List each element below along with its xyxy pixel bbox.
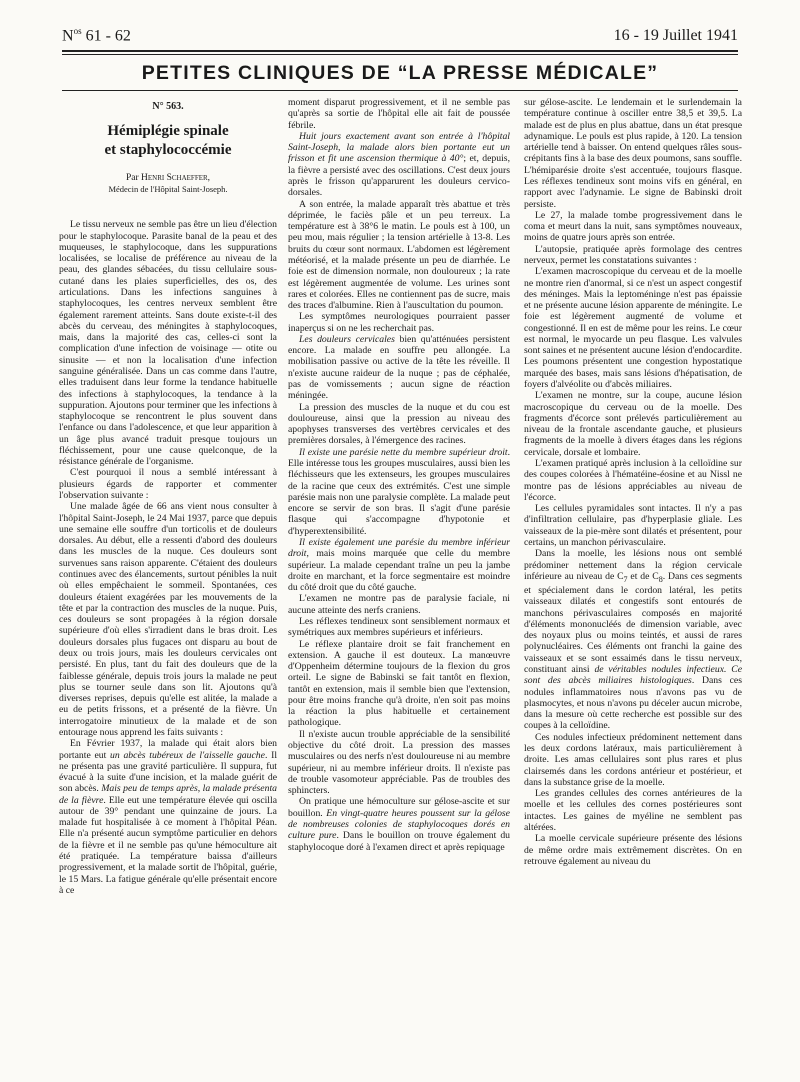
header-rule-thin: [62, 54, 738, 55]
text-run: . Dans le bouillon on trouve également du staphylocoque doré à l'examen direct et après repiquage: [288, 830, 511, 853]
header-rule-thick: [62, 50, 738, 52]
paragraph: Les cellules pyramidales sont intactes. Il n'y a pas d'infiltration cellulaire, pas d'hyperplasie gliale. Les vaisseaux de la pie-mère sont dilatés et présentent, pour certains, un manchon périvasculaire.: [524, 503, 742, 548]
paragraph: Ces nodules infectieux prédominent nettement dans les deux cordons latéraux, mais particulièrement à droite. Les amas cellulaires sont plus rares et plus clairsemés dans les cordons antérieur et postérieur, et dans la substance grise de la moelle.: [524, 731, 742, 788]
paragraph: [288, 334, 510, 402]
paragraph: [288, 447, 510, 537]
text-run: . Elle intéresse tous les groupes musculaires, aussi bien les fléchisseurs que les extenseurs, les groupes musculaires de la racine que ceux des extrémités. C'est une simple parésie mais non une paralysie complète. La malade peut encore se servir de son bras. Il s'agit d'une parésie flasque qui s'accompagne d'hypotonie et d'hyperextensibilité.: [288, 446, 510, 537]
subscript: 7: [623, 574, 628, 584]
text-run: On pratique une hémoculture sur gélose-ascite et sur bouillon.: [288, 796, 510, 819]
column-1: [59, 97, 277, 896]
paragraph: L'examen pratiqué après inclusion à la celloïdine sur des coupes colorées à l'hématéine-éosine et au Nissl ne montre pas de lésions appréciables au niveau de l'écorce.: [524, 458, 742, 503]
masthead-rule: [62, 90, 738, 91]
text-run: bien qu'atténuées persistent encore. La malade en souffre peu allongée. La mobilisation passive ou active de la tête les réveille. Il n'existe aucune raideur de la nuque ; pas de céphalée, pas de vomissements ; aucun signe de réaction méningée.: [288, 333, 511, 402]
author-name: Henri Schaeffer,: [141, 173, 211, 184]
subscript: 8: [658, 574, 663, 584]
paragraph: Les symptômes neurologiques pourraient passer inaperçus si on ne les recherchait pas.: [288, 311, 510, 334]
page-header: [62, 26, 738, 45]
article-title-line-1: Hémiplégie spinale: [107, 123, 229, 140]
text-run: . Dans ces nodules inflammatoires nous n'avons pas vu de plasmocytes, et nous n'avons pu déceler aucun microbe, dans la mesure où cette recherche est possible sur des coupes à la celloïdine.: [524, 675, 743, 732]
masthead-title: PETITES CLINIQUES DE “LA PRESSE MÉDICALE”: [141, 62, 659, 84]
italic-run: En vingt-quatre heures poussent sur la gélose de nombreuses colonies de staphylocoques dorés en culture pure: [288, 807, 510, 842]
article-number: N° 563.: [152, 101, 184, 112]
paragraph: [288, 796, 510, 852]
paragraph: Les grandes cellules des cornes antérieures de la moelle et les cellules des cornes postérieures sont intactes. Les gaines de myéline ne semblent pas altérées.: [524, 788, 742, 833]
paragraph: Le réflexe plantaire droit se fait franchement en extension. A gauche il est douteux. La manœuvre d'Oppenheim détermine toujours de la flexion du gros orteil. Le signe de Babinski se fait tantôt en flexion, tantôt en extension, mais il semble bien que l'extension, pour être moins franche qu'à droite, n'en soit pas moins la réaction la plus habituelle et certainement pathologique.: [288, 638, 510, 729]
paragraph: sur gélose-ascite. Le lendemain et le surlendemain la température continue à osciller entre 38,5 et 39,5. La malade est de plus en plus abattue, dans un état presque adynamique. Le pouls est plus rapide, à 120. La tension artérielle tend à baisser. On entend quelques râles sous-crépitants fins à la base des deux poumons, sans souffle. L'hémiparésie droite s'est accentuée, toujours flasque. Les réflexes tendineux sont moins vifs en général, en rapport avec l'adynamie. Le signe de Babinski droit persiste.: [524, 97, 743, 210]
column-2: [288, 97, 510, 853]
author-prefix: Par: [125, 173, 139, 184]
paragraph: Une malade âgée de 66 ans vient nous consulter à l'hôpital Saint-Joseph, le 24 Mai 1937, parce que depuis une semaine elle souffre d'un torticolis et de douleurs dorsales. Au début, elle a ressenti d'abord des douleurs dans les muscles de la nuque. Ces douleurs sont survenues sans raison apparente. C'étaient des douleurs continues avec des élancements, surtout pénibles la nuit où elles empêchaient le sommeil. Spontanées, ces douleurs étaient exagérées par les mouvements de la tête et par la contraction des muscles de la nuque. Puis, ces douleurs se sont propagées à la région dorsale supérieure d'où elles s'irradient dans le bras droit. Les douleurs dorsales plus fugaces ont disparu au bout de deux ou trois jours, mais les douleurs cervicales ont persisté. En plus, tant du fait des douleurs que de la faiblesse générale, depuis trois jours la malade ne peut plus se tourner seule dans son lit. Ajoutons qu'à diverses reprises, depuis qu'elle est alitée, la malade a eu de petits frissons, et a présenté de la fièvre. Un interrogatoire minutieux de la malade et de son entourage nous apprend les faits suivants :: [59, 501, 277, 738]
issue-sup: os: [73, 26, 82, 36]
column-3: [524, 97, 742, 867]
text-run: . Elle eut une température élevée qui oscilla autour de 39° pendant une quinzaine de jours. La malade fut hospitalisée à ce moment à l'hôpital Péan. Elle n'a présenté aucun symptôme particulier en dehors de la fièvre et il ne semble pas qu'une hémoculture ait été pratiquée. La température baissa d'ailleurs progressivement, et la malade sortit de l'hôpital, guérie, le 15 Mars. La fatigue générale qu'elle présentait encore à ce: [59, 794, 277, 896]
paragraph: A son entrée, la malade apparaît très abattue et très déprimée, le faciès pâle et un peu terreux. La température est à 38°6 le matin. Le pouls est à 100, un peu mou, mais régulier ; la tension artérielle à 13-8. Les bruits du cœur sont normaux. L'abdomen est légèrement météorisé, et la malade présente un peu de diarrhée. Le foie est de dimension normale, non douloureux ; la rate est légèrement augmentée de volume. Les urines sont rares et colorées. Elles ne contiennent pas de sucre, mais des traces d'albumine. Rien à l'auscultation du poumon.: [288, 198, 510, 312]
text-run: , mais moins marquée que celle du membre supérieur. La malade cependant traîne un peu la jambe droite en marchant, et la force segmentaire est moindre du côté droit que du côté gauche.: [288, 548, 510, 594]
article-title: [59, 122, 277, 160]
paragraph: La pression des muscles de la nuque et du cou est douloureuse, ainsi que la pression au niveau des apophyses transverses des vertèbres cervicales et des premières dorsales, à l'émergence des racines.: [288, 401, 510, 447]
issue-prefix: N: [62, 27, 74, 45]
author-role: Médecin de l'Hôpital Saint-Joseph.: [108, 184, 228, 195]
text-run: Dans la moelle, les lésions nous ont semblé prédominer nettement dans la région cervicale inférieure au niveau de C: [524, 548, 742, 582]
issue-numbers: 61 - 62: [85, 27, 131, 45]
paragraph: moment disparut progressivement, et il ne semble pas qu'après sa sortie de l'hôpital elle ait fait de poussée fébrile.: [288, 97, 510, 131]
paragraph: C'est pourquoi il nous a semblé intéressant à plusieurs égards de rapporter et commenter l'observation suivante :: [59, 467, 277, 502]
author-line: [59, 172, 277, 184]
paragraph: L'examen ne montre pas de paralysie faciale, ni aucune atteinte des nerfs craniens.: [288, 593, 510, 616]
paragraph: L'examen macroscopique du cerveau et de la moelle ne montre rien d'anormal, si ce n'est un aspect congestif des méninges. Mais la leptoméninge n'est pas épaissie et ne présente aucune lésion apparente de méningite. Le foie est légèrement augmenté de volume et congestionné. Il en est de même pour les reins. Le cœur est normal, le myocarde un peu flasque. Les valvules sont saines et ne présentent aucune lésion d'endocardite. Les poumons présentent une congestion hypostatique marquée des bases, mais sans lésions d'hépatisation, de foyers d'alvéolite ou d'abcès miliaires.: [524, 266, 742, 391]
paragraph: [288, 537, 510, 593]
text-run: et de C: [627, 570, 659, 582]
paragraph: Il n'existe aucun trouble appréciable de la sensibilité objective du côté droit. La pression des masses musculaires ou des nerfs n'est douloureuse ni au membre supérieur, ni au membre inférieur droits. Il n'existe pas de trouble vasomoteur appréciable. Pas de troubles des sphincters.: [288, 728, 510, 797]
text-run: En Février 1937, la malade qui était alors bien portante eut: [59, 738, 277, 761]
paragraph: L'examen ne montre, sur la coupe, aucune lésion macroscopique du cerveau ou de la moelle. Des fragments d'écorce sont prélevés particulièrement au niveau de la frontale ascendante gauche, et plusieurs fragments de la moelle à divers étages dans les régions cervicale, dorsale et lombaire.: [524, 390, 742, 458]
issue-date: 16 - 19 Juillet 1941: [613, 27, 738, 45]
italic-run: Les douleurs cervicales: [299, 333, 395, 345]
paragraph: Le tissu nerveux ne semble pas être un lieu d'élection pour le staphylocoque. Parasite banal de la peau et des muqueuses, le staphylocoque, dans les suppurations localisées, se localise de préférence au niveau de la peau, des glandes sébacées, du tissu cellulaire sous-cutané dans les plaies superficielles, des os, des articulations. Dans les infections sanguines à staphylocoques, les centres nerveux semblent être également rarement atteints. Sans doute existe-t-il des abcès du cerveau, des méningites à staphylocoques, mais, dans la majorité des cas, celles-ci sont la complication d'une infection de voisinage — otite ou sinusite — et non la localisation d'une infection sanguine généralisée. Dans un cas comme dans l'autre, elles traduisent dans leur forme la tendance habituelle des infections à staphylocoques, la tendance à la suppuration. Ajoutons pour terminer que les infections à staphylocoque se rencontrent le plus souvent dans l'enfance ou dans l'adolescence, et que leur apparition à un âge plus avancé traduit presque toujours un fléchissement, pour une cause quelconque, de la résistance générale de l'organisme.: [59, 219, 277, 468]
italic-run: un abcès tubéreux de l'aisselle gauche: [110, 749, 265, 761]
paragraph: La moelle cervicale supérieure présente des lésions de même ordre mais extrêmement discrètes. On en retrouve également au niveau du: [524, 833, 742, 867]
article-title-line-2: et staphylococcémie: [104, 142, 232, 159]
italic-run: de véritables nodules infectieux. Ce sont des abcès miliaires histologiques: [524, 664, 742, 687]
paragraph: [524, 548, 742, 731]
italic-run: Il existe une parésie nette du membre supérieur droit: [299, 446, 508, 458]
text-run: ; et, depuis, la fièvre a persisté avec des oscillations. C'est deux jours après le frisson qu'apparurent les douleurs cervico-dorsales.: [288, 153, 511, 199]
text-run: . Dans ces segments et spécialement dans le cordon latéral, les petits vaisseaux dilatés et congestifs sont entourés de manchons périvasculaires composés en majorité d'éléments mononucléés de dimension variable, avec des noyaux plus ou moins teintés, et aussi de rares polynucléaires. Ces éléments ont franchi la gaine des vaisseaux et se sont essaimés dans le tissu nerveux, constituant ainsi: [524, 570, 742, 675]
issue-number: [62, 26, 131, 45]
paragraph: [288, 131, 510, 199]
italic-run: Il existe également une parésie du membre inférieur droit: [288, 536, 510, 560]
text-run: . Il ne présenta pas une gravité particulière. Il suppura, fut évacué à la suite d'une incision, et la malade guérit de son abcès.: [59, 749, 278, 795]
paragraph: Le 27, la malade tombe progressivement dans le coma et meurt dans la nuit, sans symptômes nouveaux, moins de quatre jours après son entrée.: [524, 209, 742, 244]
paragraph: [59, 738, 277, 896]
italic-run: Mais peu de temps après, la malade présenta de la fièvre: [59, 783, 277, 806]
paragraph: Les réflexes tendineux sont sensiblement normaux et symétriques aux membres supérieurs et inférieurs.: [288, 615, 510, 639]
italic-run: Huit jours exactement avant son entrée à l'hôpital Saint-Joseph, la malade alors bien portante eut un frisson et fit une ascension thermique à 40°: [288, 130, 510, 165]
paragraph: L'autopsie, pratiquée après formolage des centres nerveux, permet les constatations suivantes :: [524, 243, 742, 266]
